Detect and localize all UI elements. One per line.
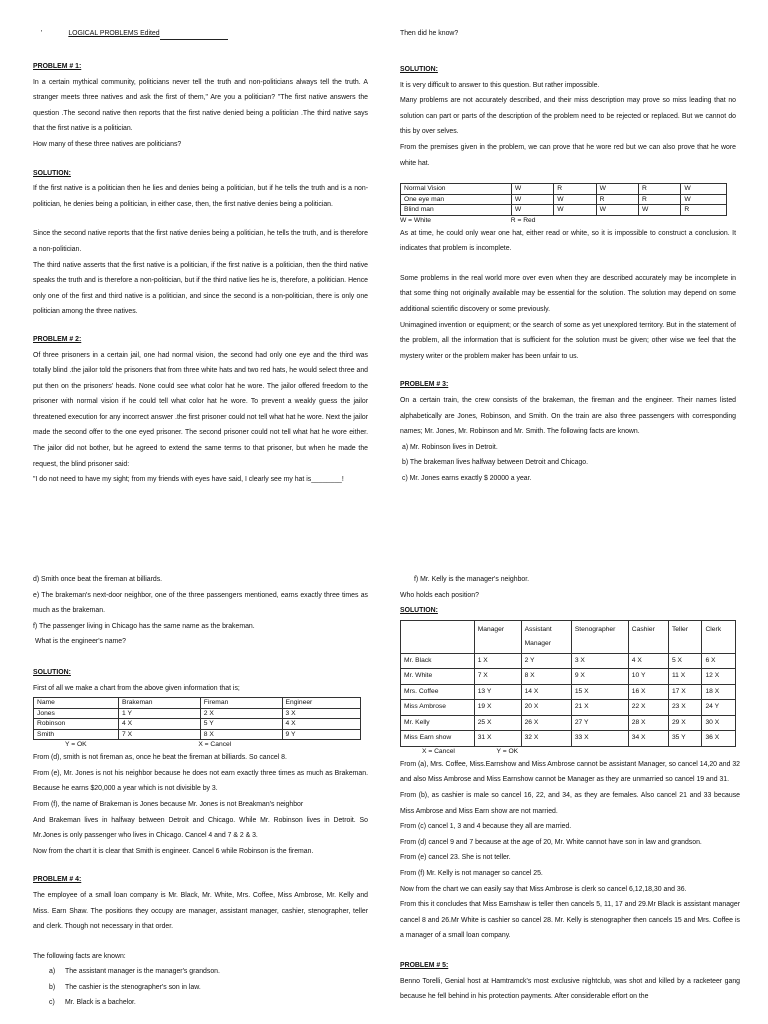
table-cell: One eye man [401, 194, 512, 205]
grid-cell: 2 Y [521, 653, 571, 669]
grid-cell: 5 X [668, 653, 702, 669]
grid-cell: 8 X [521, 669, 571, 685]
table-cell: 7 X [119, 729, 201, 740]
grid-row [401, 700, 736, 716]
grid-cell: 4 X [628, 653, 668, 669]
problem-5-heading: PROBLEM # 5: [400, 961, 449, 969]
panel-top-right [400, 28, 736, 518]
table-cell: W [638, 205, 680, 216]
solution-2-para-5: Some problems in the real world more over even when they are described accurately may be incomplete in that some thing not originally available may be essential for the solution. The solution may depend on some additional scientific discovery or some previously. [400, 274, 736, 314]
grid-cell: Mrs. Coffee [401, 684, 475, 700]
legend-red: R = Red [510, 216, 536, 224]
table-cell: R [554, 184, 596, 195]
table-cell: R [596, 194, 638, 205]
solution-4-step-4: From (d) cancel 9 and 7 because at the age of 20, Mr. White cannot have son in law and grandson. [400, 838, 702, 846]
solution-2-para-2: Many problems are not accurately described, and their miss description may prove so miss leading that no solution can part or parts of the description of the problem need to be rejected or replaced. But we cannot do this by over selves. [400, 97, 736, 136]
solution-2-para-4: As at time, he could only wear one hat, either read or white, so it is impossible to construct a conclusion. It indicates that problem is incomplete. [400, 229, 736, 253]
problem-3-fact-c: c) Mr. Jones earns exactly $ 20000 a year. [402, 474, 532, 482]
solution-4-step-5: From (e) cancel 23. She is not teller. [400, 854, 511, 862]
solution-3-heading: SOLUTION: [33, 668, 71, 676]
train-row [34, 708, 361, 719]
document-title [33, 28, 368, 40]
problem-3-fact-e: e) The brakeman's next-door neighbor, one of the three passengers mentioned, earns exactly three times as much as the brakeman. [33, 591, 368, 615]
table-cell: 4 X [282, 719, 360, 730]
grid-cell: Mr. Black [401, 653, 475, 669]
grid-cell: 17 X [668, 684, 702, 700]
solution-3-reason-4: And Brakeman lives in halfway between Detroit and Chicago. While Mr. Robinson lives in Detroit. So Mr.Jones is only passenger who lives in Chicago. Cancel 4 and 7 & 2 & 3. [33, 816, 368, 840]
train-chart [33, 697, 361, 740]
solution-4-step-7: Now from the chart we can easily say that Miss Ambrose is clerk so cancel 6,12,18,30 and 36. [400, 885, 687, 893]
list-marker: c) [49, 999, 55, 1007]
solution-1-para-1: If the first native is a politician then he lies and denies being a politician, but if he tells the truth and is a non-politician, he denies being a politician, in either case, then, the first native denies being a politician. [33, 185, 368, 208]
grid-cell: 14 X [521, 684, 571, 700]
table-cell: W [511, 205, 553, 216]
table-cell: Brakeman [119, 698, 201, 709]
solution-3-reason-3: From (f), the name of Brakeman is Jones because Mr. Jones is not Breakman's neighbor [33, 800, 304, 808]
list-text: The cashier is the stenographer's son in law. [65, 983, 201, 991]
problem-4-fact-f: f) Mr. Kelly is the manager's neighbor. [414, 576, 530, 583]
grid-cell: Mr. Kelly [401, 715, 475, 731]
grid-cell: 3 X [571, 653, 628, 669]
legend-cancel: X = Cancel [198, 741, 232, 749]
problem-5-text: Benno Torelli, Genial host at Hamtramck's most exclusive nightclub, was shot and killed by a racketeer gang because he fell behind in his protection payments. After considerable effort on the [400, 977, 740, 1001]
grid-cell: 15 X [571, 684, 628, 700]
list-item [49, 980, 368, 996]
grid-cell: 16 X [628, 684, 668, 700]
problem-1-text: In a certain mythical community, politicians never tell the truth and non-politicians always tell the truth. A stranger meets three natives and ask the first of them," Are you a politician? "The first native answers the question .The second native then reports that the first native denied being a politician .The third native says that the first native is a politician. [33, 78, 368, 133]
solution-4-heading: SOLUTION: [400, 607, 438, 615]
grid-cell: 18 X [702, 684, 736, 700]
legend-ok: Y = OK [65, 741, 87, 749]
problem-3-fact-f: f) The passenger living in Chicago has the same name as the brakeman. [33, 622, 255, 630]
problem-4-facts [33, 964, 368, 1011]
grid-cell: 21 X [571, 700, 628, 716]
table-cell: Smith [34, 729, 119, 740]
title-text: LOGICAL PROBLEMS Edited [68, 30, 160, 37]
grid-row [401, 715, 736, 731]
solution-3-reason-1: From (d), smith is not fireman as, once he beat the fireman at billiards. So cancel 8. [33, 754, 287, 762]
problem-4-facts-intro: The following facts are known: [33, 952, 126, 960]
solution-1-heading: SOLUTION: [33, 169, 71, 177]
grid-header-cell: Clerk [702, 620, 736, 653]
problem-2-followup: Then did he know? [400, 30, 459, 37]
problem-1-heading: PROBLEM # 1: [33, 63, 82, 70]
grid-cell: Miss Ambrose [401, 700, 475, 716]
table-cell: W [596, 205, 638, 216]
table-cell: Engineer [282, 698, 360, 709]
hat-table [400, 183, 727, 216]
list-text: Mr. Black is a bachelor. [65, 999, 136, 1007]
grid-cell: 24 Y [702, 700, 736, 716]
problem-3-fact-d: d) Smith once beat the fireman at billiards. [33, 576, 163, 583]
table-cell: W [511, 194, 553, 205]
problem-2-text: Of three prisoners in a certain jail, one had normal vision, the second had only one eye and the third was totally blind .the jailor told the prisoners that from three white hats and two red hats, he would select three and put then on the prisoners' heads. None could see what color hat he wore. The jailor offered freedom to the prisoner with normal vision if he could tell what color hat he wore. To prevent a weakly guess the jailor threatened execution for any incorrect answer .the first prisoner could not tell what hat he wore. Next the jailor made the second offer to the one eyed prisoner. The second prisoner could not tell what hat he wore either. The jailor did not bother, but he agreed to extend the same terms to that prisoner, but when he made the request, the blind prisoner said: [33, 351, 368, 468]
solution-1-para-3: The third native asserts that the first native is a politician, if the first native is a politician, then the third native speaks the truth and is therefore a non-politician, but if the third native lies he is, therefore, a politician. Hence only one of the first and third native is a politician, and since the second is a non-politician, there is only one politician among the three natives. [33, 261, 368, 316]
solution-4-step-8: From this it concludes that Miss Earnshaw is teller then cancels 5, 11, 17 and 29.Mr Black is assistant manager cancel 8 and 26.Mr White is cashier so cancel 28. Mr. Kelly is stenographer then cancels 15 and Mrs. Coffee is a manager of a small loan company. [400, 901, 740, 940]
train-legend [33, 740, 368, 750]
problem-4-heading: PROBLEM # 4: [33, 876, 82, 884]
grid-cell: 7 X [474, 669, 521, 685]
table-cell: 5 Y [200, 719, 282, 730]
table-cell: Blind man [401, 205, 512, 216]
solution-2-para-6: Unimagined invention or equipment; or the search of some as yet unexplored territory. But in the statement of the problem, all the information that is sufficient for the solution must be given; other wise we feel that the mystery writer or the problem maker has been unfair to us. [400, 321, 736, 360]
grid-cell: 33 X [571, 731, 628, 747]
table-cell: R [638, 194, 680, 205]
grid-cell: 34 X [628, 731, 668, 747]
table-cell: 9 Y [282, 729, 360, 740]
table-cell: Robinson [34, 719, 119, 730]
solution-2-para-1: It is very difficult to answer to this question. But rather impossible. [400, 81, 600, 89]
list-text: The assistant manager is the manager's grandson. [65, 968, 220, 976]
train-row [34, 719, 361, 730]
train-row [34, 729, 361, 740]
grid-cell: 25 X [474, 715, 521, 731]
table-cell: W [511, 184, 553, 195]
list-item [49, 964, 368, 980]
table-cell: W [554, 194, 596, 205]
table-cell: Normal Vision [401, 184, 512, 195]
grid-cell: Miss Earn show [401, 731, 475, 747]
solution-1-para-2: Since the second native reports that the first native denies being a politician, he tells the truth, and is therefore a non-politician. [33, 230, 368, 253]
table-cell: 4 X [119, 719, 201, 730]
title-mark: ' [41, 30, 43, 37]
problem-3-text: On a certain train, the crew consists of the brakeman, the fireman and the engineer. Their names listed alphabetically are Jones, Robinson, and Smith. On the train are also three passengers with corresponding names; Mr. Jones, Mr. Robinson and Mr. Smith. The following facts are known. [400, 397, 736, 436]
problem-3-fact-b: b) The brakeman lives halfway between Detroit and Chicago. [402, 459, 589, 467]
grid-header-cell: Teller [668, 620, 702, 653]
panel-bottom-left [33, 572, 368, 1024]
solution-4-step-6: From (f) Mr. Kelly is not manager so cancel 25. [400, 869, 543, 877]
list-marker: b) [49, 983, 56, 991]
grid-cell: 35 Y [668, 731, 702, 747]
list-item [49, 995, 368, 1011]
legend-white: W = White [400, 216, 432, 224]
table-cell: Name [34, 698, 119, 709]
grid-cell: 13 Y [474, 684, 521, 700]
grid-cell: 6 X [702, 653, 736, 669]
table-cell: R [681, 205, 727, 216]
grid-cell: 9 X [571, 669, 628, 685]
solution-3-reason-2: From (e), Mr. Jones is not his neighbor because he does not earn exactly three times as much as Brakeman. Because he earns $20,000 a year which is not divisible by 3. [33, 769, 368, 793]
grid-cell: Mr. White [401, 669, 475, 685]
hat-legend [400, 216, 736, 226]
table-cell: W [554, 205, 596, 216]
panel-top-left [33, 28, 368, 518]
grid-header-row [401, 620, 736, 653]
grid-cell: 23 X [668, 700, 702, 716]
grid-cell: 31 X [474, 731, 521, 747]
hat-row [401, 184, 727, 195]
problem-4-text: The employee of a small loan company is Mr. Black, Mr. White, Mrs. Coffee, Miss Ambrose, Mr. Kelly and Miss. Earn Shaw. The positions they occupy are manager, assistant manager, cashier, stenographer, teller and clerk. Though not necessary in that order. [33, 891, 368, 931]
grid-row [401, 684, 736, 700]
position-grid [400, 620, 736, 747]
solution-2-para-3: From the premises given in the problem, we can prove that he wore red but we can also prove that he wore white hat. [400, 143, 736, 167]
list-marker: a) [49, 968, 56, 976]
table-cell: 1 Y [119, 708, 201, 719]
table-cell: W [596, 184, 638, 195]
grid-cell: 10 Y [628, 669, 668, 685]
grid-cell: 12 X [702, 669, 736, 685]
grid-legend [400, 747, 740, 757]
grid-header-cell: Stenographer [571, 620, 628, 653]
grid-row [401, 669, 736, 685]
solution-4-step-1: From (a), Mrs. Coffee, Miss.Earnshow and Miss Ambrose cannot be assistant Manager, so cancel 14,20 and 32 and also Miss Ambrose and Miss Earnshow cannot be Manager as they are unmarried so cancel 19 and 31. [400, 760, 740, 784]
grid-cell: 1 X [474, 653, 521, 669]
title-underline [160, 39, 228, 40]
table-cell: 8 X [200, 729, 282, 740]
problem-3-fact-a: a) Mr. Robinson lives in Detroit. [402, 443, 498, 451]
table-cell: Jones [34, 708, 119, 719]
grid-cell: 27 Y [571, 715, 628, 731]
table-cell: 3 X [282, 708, 360, 719]
solution-3-intro: First of all we make a chart from the above given information that is; [33, 684, 240, 692]
grid-header-cell: Cashier [628, 620, 668, 653]
table-cell: W [681, 184, 727, 195]
grid-cell: 20 X [521, 700, 571, 716]
grid-row [401, 653, 736, 669]
hat-row [401, 194, 727, 205]
grid-row [401, 731, 736, 747]
grid-header-cell [401, 620, 475, 653]
grid-cell: 19 X [474, 700, 521, 716]
problem-2-quote: "I do not need to have my sight; from my friends with eyes have said, I clearly see my hat is________! [33, 476, 344, 484]
grid-cell: 26 X [521, 715, 571, 731]
solution-4-step-2: From (b), as cashier is male so cancel 16, 22, and 34, as they are females. Also cancel 21 and 33 because Miss Ambrose and Miss Earn show are not married. [400, 791, 740, 815]
grid-cell: 29 X [668, 715, 702, 731]
problem-3-question: What is the engineer's name? [35, 638, 126, 646]
solution-3-reason-5: Now from the chart it is clear that Smith is engineer. Cancel 6 while Robinson is the fireman. [33, 847, 314, 855]
panel-bottom-right [400, 572, 740, 1024]
grid-cell: 11 X [668, 669, 702, 685]
solution-2-heading: SOLUTION: [400, 66, 438, 73]
table-cell: Fireman [200, 698, 282, 709]
grid-cell: 28 X [628, 715, 668, 731]
problem-2-heading: PROBLEM # 2: [33, 335, 82, 343]
table-cell: 2 X [200, 708, 282, 719]
grid-cell: 36 X [702, 731, 736, 747]
grid-header-cell: Manager [474, 620, 521, 653]
grid-header-cell: Assistant Manager [521, 620, 571, 653]
grid-cell: 30 X [702, 715, 736, 731]
train-row [34, 698, 361, 709]
problem-3-heading: PROBLEM # 3: [400, 381, 449, 389]
hat-row [401, 205, 727, 216]
table-cell: R [638, 184, 680, 195]
legend-ok: Y = OK [496, 747, 519, 755]
problem-1-question: How many of these three natives are politicians? [33, 140, 182, 148]
problem-4-question: Who holds each position? [400, 591, 479, 599]
grid-cell: 32 X [521, 731, 571, 747]
legend-cancel: X = Cancel [422, 747, 455, 755]
solution-4-step-3: From (c) cancel 1, 3 and 4 because they all are married. [400, 823, 572, 831]
table-cell: W [681, 194, 727, 205]
grid-cell: 22 X [628, 700, 668, 716]
